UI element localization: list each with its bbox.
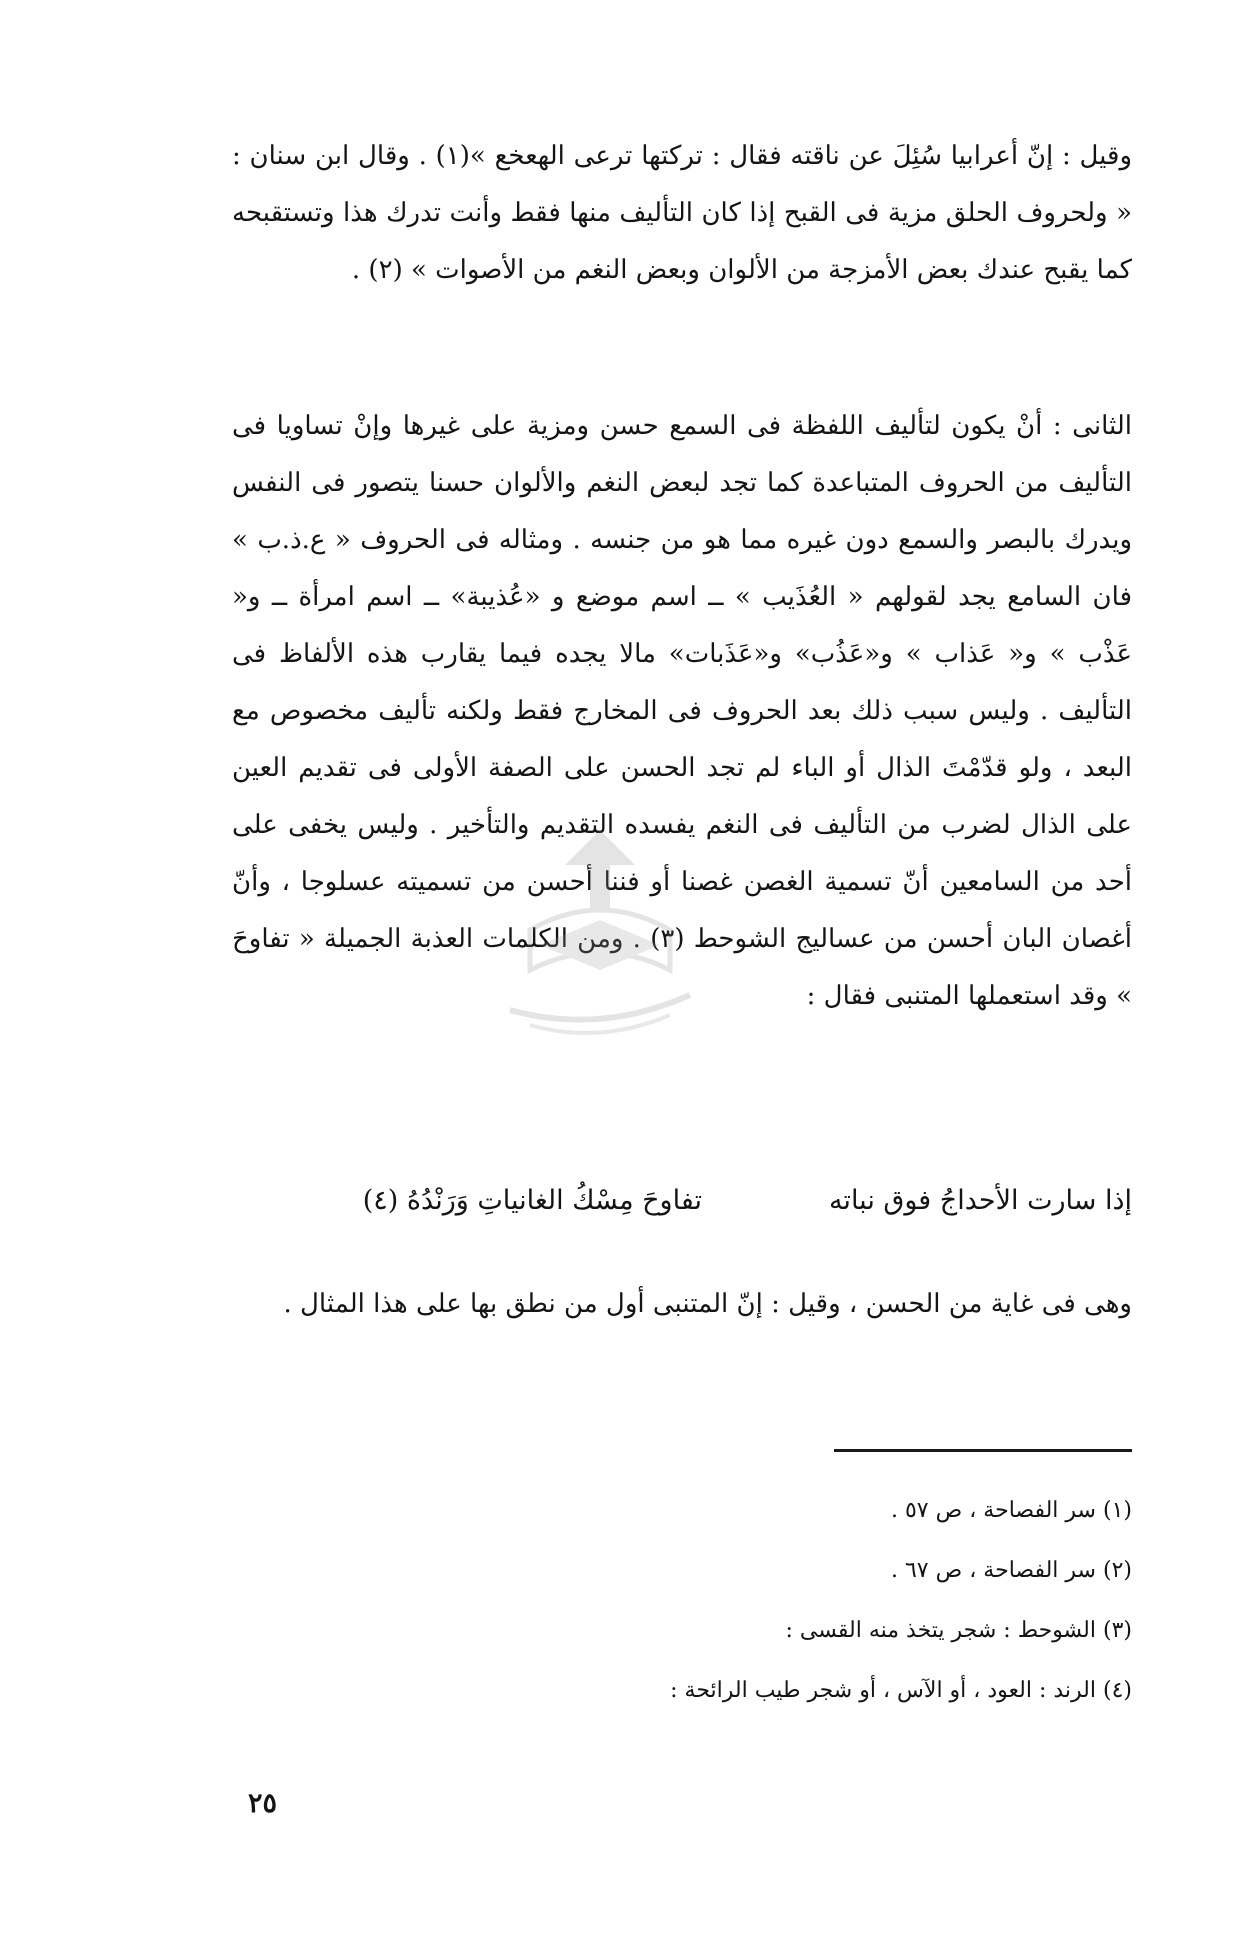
footnote-item: (٢) سر الفصاحة ، ص ٦٧ . xyxy=(890,1558,1132,1583)
verse-first-hemistich: إذا سارت الأحداجُ فوق نباته xyxy=(828,1185,1132,1216)
library-watermark-stamp xyxy=(470,820,730,1040)
footnote-item: (٣) الشوحط : شجر يتخذ منه القسى : xyxy=(785,1618,1132,1643)
page-number: ٢٥ xyxy=(248,1788,278,1819)
paragraph-intro: وقيل : إنّ أعرابيا سُئِلَ عن ناقته فقال : تركتها ترعى الهعخع »(١) . وقال ابن سنان : « ولحروف الحلق مزية فى القبح إذا كان التأليف منها فقط وأنت تدرك هذا وتستقبحه كما يقبح عندك بعض الأمزجة من الألوان وبعض النغم من الأصوات » (٢) . xyxy=(232,141,1133,285)
paragraph-second-point: الثانى : أنْ يكون لتأليف اللفظة فى السمع حسن ومزية على غيرها وإنْ تساويا فى التأليف من الحروف المتباعدة كما تجد لبعض النغم والألوان حسنا يتصور فى النفس ويدرك بالبصر والسمع دون غيره مما هو من جنسه . ومثاله فى الحروف « ع.ذ.ب » فان السامع يجد لقولهم « العُذَيب » ــ اسم موضع و «عُذيبة» ــ اسم امرأة ــ و« عَذْب » و« عَذاب » و«عَذُب» و«عَذَبات» مالا يجده فيما يقارب هذه الألفاظ فى التأليف . وليس سبب ذلك بعد الحروف فى المخارج فقط ولكنه تأليف مخصوص مع البعد ، ولو قدّمْتَ الذال أو الباء لم تجد الحسن على الصفة الأولى فى تقديم العين على الذال لضرب من التأليف فى النغم يفسده التقديم والتأخير . وليس يخفى على أحد من السامعين أنّ تسمية الغصن غصنا أو فننا أحسن من تسميته عسلوجا ، وأنّ أغصان البان أحسن من عساليج الشوحط (٣) . ومن الكلمات العذبة الجميلة « تفاوحَ » وقد استعملها المتنبى فقال : xyxy=(232,411,1133,1011)
footnotes-list xyxy=(232,1488,1132,1728)
paragraph-conclusion: وهى فى غاية من الحسن ، وقيل : إنّ المتنبى أول من نطق بها على هذا المثال . xyxy=(283,1289,1132,1319)
verse-second-hemistich: تفاوحَ مِسْكُ الغانياتِ وَرَنْدُهُ (٤) xyxy=(362,1185,702,1216)
footnote-separator xyxy=(834,1449,1132,1452)
footnote-item: (١) سر الفصاحة ، ص ٥٧ . xyxy=(890,1498,1132,1523)
footnote-item: (٤) الرند : العود ، أو الآس ، أو شجر طيب الرائحة : xyxy=(670,1678,1132,1703)
